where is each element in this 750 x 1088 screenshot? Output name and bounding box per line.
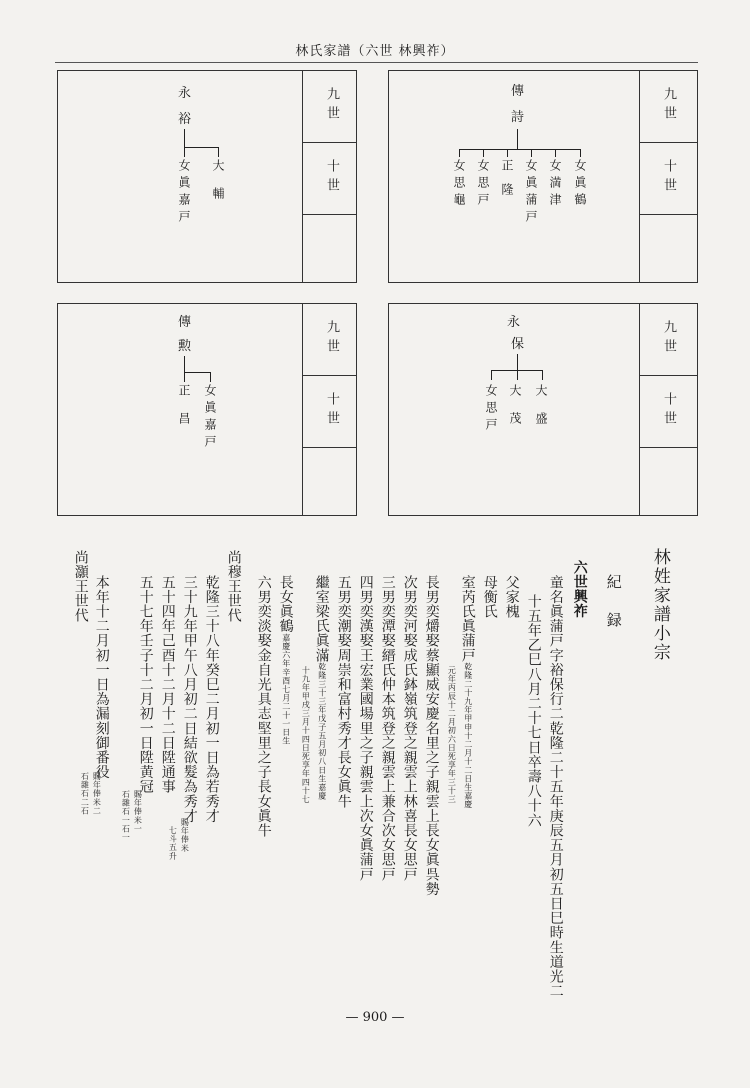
- reign-heading: 尚灝王世代: [72, 550, 89, 623]
- text-column-20: [94, 575, 109, 779]
- child-name: 大輔: [211, 159, 225, 215]
- child-name: 女思龜: [452, 159, 466, 210]
- child-name: 正隆: [500, 159, 514, 207]
- family-chart-2: [388, 70, 698, 283]
- text-column-11: [314, 575, 329, 800]
- text-column-1: 童名眞蒲戸字裕保行二乾隆二十五年庚辰五月初五日巳時生道光二: [547, 575, 564, 999]
- annotation-continued: 元年丙辰十二月初六日死享年三十三: [447, 666, 457, 804]
- text-column-7: 次男奕河娶成氏鉢嶺筑登之親雲上林喜長女思戸: [401, 575, 418, 882]
- text-column-16: [182, 575, 197, 823]
- generation-column: [302, 71, 357, 282]
- annotation: 賜年俸米: [180, 818, 190, 853]
- annotation-continued: 七斗五升: [168, 826, 178, 861]
- gen-ten-label: 十世: [661, 159, 676, 197]
- section-heading: 紀 録: [604, 574, 623, 631]
- family-chart-1: [57, 70, 357, 283]
- text-main: 繼室梁氏眞滿: [313, 575, 330, 663]
- child-name: 女眞蒲戸: [524, 159, 538, 227]
- reign-heading: 尚穆王世代: [225, 550, 242, 623]
- text-main: 五十七年壬子十二月初一日陞黄冠: [137, 575, 154, 794]
- annotation: 乾隆二十九年甲申十二月十二日生嘉慶: [463, 662, 473, 809]
- text-column-8: 三男奕潭娶縉氏仲本筑登之親雲上兼合次女思戸: [379, 575, 396, 882]
- parent-char: 詩: [511, 110, 525, 125]
- text-column-9: 四男奕漢娶王宏業國場里之子親雲上次女眞蒲戸: [357, 575, 374, 882]
- annotation: 賜年俸米一: [133, 790, 143, 833]
- child-name: 正昌: [177, 384, 191, 440]
- text-column-12: [278, 575, 293, 745]
- text-main: 本年十二月初一日為漏刻御番役: [93, 575, 110, 780]
- text-main: 三十九年甲午八月初二日結欲髮為秀才: [181, 575, 198, 824]
- header-rule: [55, 62, 698, 63]
- text-column-10: 五男奕潮娶周崇和富村秀才長女眞牛: [335, 575, 352, 809]
- text-column-13: 六男奕淡娶金自光具志堅里之子長女眞牛: [255, 575, 272, 838]
- child-name: 女思戸: [476, 159, 490, 210]
- parent-char: 勲: [178, 339, 192, 354]
- child-name: 女眞嘉戸: [203, 384, 217, 452]
- child-name: 女眞鶴: [573, 159, 587, 210]
- parent-char: 保: [511, 337, 525, 352]
- gen-ten-label: 十世: [324, 392, 339, 430]
- gen-nine-label: 九世: [661, 320, 676, 358]
- child-name: 大盛: [534, 384, 548, 440]
- child-name: 女満津: [548, 159, 562, 210]
- parent-char: 傳: [511, 84, 525, 99]
- annotation-continued: 石雜石二石: [80, 772, 90, 815]
- annotation: 嘉慶六年辛酉七月二十一日生: [281, 633, 291, 746]
- annotation-continued: 石雜石一石一: [121, 790, 131, 842]
- annotation: 賜年俸米二: [92, 772, 102, 815]
- gen-nine-label: 九世: [324, 320, 339, 358]
- generation-column: [639, 71, 697, 282]
- child-name: 大茂: [508, 384, 522, 440]
- parent-char: 永: [178, 86, 192, 101]
- child-name: 女眞嘉戸: [177, 159, 191, 227]
- page-header: 林氏家譜（六世 林興祚）: [295, 44, 455, 59]
- text-column-18: [138, 575, 153, 794]
- text-column-17: 五十四年己酉十二月十二日陞通事: [159, 575, 176, 794]
- page-number: — 900 —: [345, 1010, 405, 1025]
- text-main: 長女眞鶴: [277, 575, 294, 634]
- gen-ten-label: 十世: [324, 159, 339, 197]
- child-name: 女思戸: [484, 384, 498, 435]
- text-column-15: 乾隆三十八年癸巳二月初一日為若秀才: [203, 575, 220, 824]
- gen-nine-label: 九世: [661, 87, 676, 125]
- gen-ten-label: 十世: [661, 392, 676, 430]
- text-column-2: 十五年乙巳八月二十七日卒壽八十六: [525, 594, 542, 828]
- family-chart-4: [388, 303, 698, 516]
- generation-column: [639, 304, 697, 515]
- parent-char: 裕: [178, 112, 192, 127]
- generation-column: [302, 304, 357, 515]
- parent-char: 傳: [178, 315, 192, 330]
- text-main: 室芮氏眞蒲戸: [459, 575, 476, 663]
- annotation: 乾隆三十三年戊子五月初八日生嘉慶: [317, 662, 327, 801]
- text-column-6: 長男奕爝娶蔡顯威安慶名里之子親雲上長女眞呉勢: [423, 575, 440, 897]
- family-chart-3: [57, 303, 357, 516]
- annotation-continued: 十九年甲戌三月十四日死享年四十七: [301, 666, 311, 804]
- parent-char: 永: [507, 315, 521, 330]
- text-column-3: 父家槐: [503, 575, 520, 619]
- text-column-5: [460, 575, 475, 809]
- text-column-4: 母衡氏: [481, 575, 498, 619]
- gen-nine-label: 九世: [324, 87, 339, 125]
- page-title: 林姓家譜小宗: [649, 548, 670, 662]
- subsection-heading: 六世興祚: [571, 560, 588, 619]
